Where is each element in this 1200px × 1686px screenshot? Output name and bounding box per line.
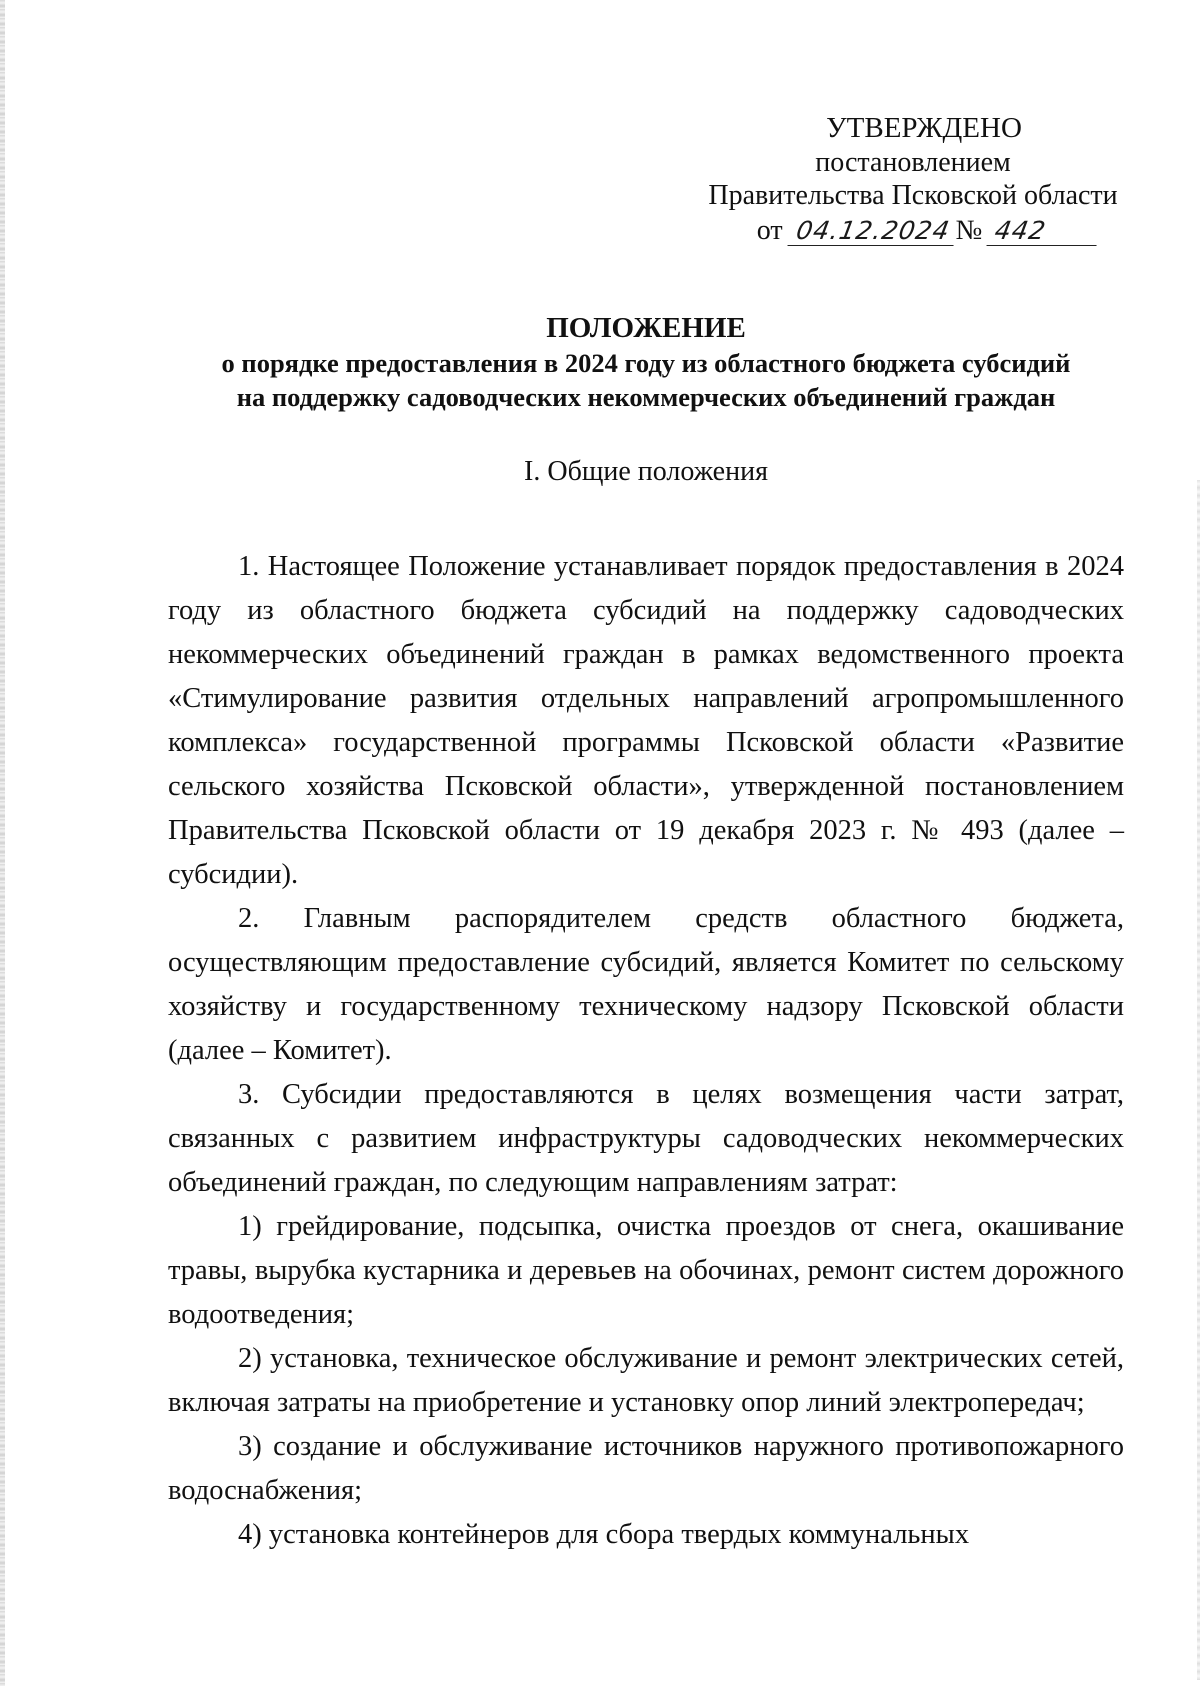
date-prefix: от bbox=[756, 215, 783, 246]
list-item-1: 1) грейдирование, подсыпка, очистка проездов от снега, окашивание травы, вырубка кустарника и деревьев на обочинах, ремонт систем дорожного водоотведения; bbox=[168, 1211, 1124, 1330]
approval-line-1: постановлением bbox=[815, 147, 1011, 178]
list-item-4: 4) установка контейнеров для сбора твердых коммунальных bbox=[238, 1519, 970, 1550]
approval-stamp-block bbox=[703, 110, 1123, 247]
document-subtitle-line-2: на поддержку садоводческих некоммерческих объединений граждан bbox=[236, 382, 1056, 412]
paragraph-2: 2. Главным распорядителем средств областного бюджета, осуществляющим предоставление субсидий, является Комитет по сельскому хозяйству и государственному техническому надзору Псковской области (далее – Комитет). bbox=[168, 903, 1124, 1066]
list-item-2: 2) установка, техническое обслуживание и ремонт электрических сетей, включая затраты на приобретение и установку опор линий электропередач; bbox=[168, 1343, 1124, 1418]
scan-edge-left bbox=[0, 0, 5, 1686]
paragraph-3: 3. Субсидии предоставляются в целях возмещения части затрат, связанных с развитием инфраструктуры садоводческих некоммерческих объединений граждан, по следующим направлениям затрат: bbox=[168, 1079, 1124, 1198]
paragraph-1: 1. Настоящее Положение устанавливает порядок предоставления в 2024 году из областного бюджета субсидий на поддержку садоводческих некоммерческих объединений граждан в рамках ведомственного проекта «Стимулирование развития отдельных направлений агропромышленного комплекса» государственной программы Псковской области «Развитие сельского хозяйства Псковской области», утвержденной постановлением Правительства Псковской области от 19 декабря 2023 г. № 493 (далее – субсидии). bbox=[168, 551, 1124, 890]
approval-date-row bbox=[733, 214, 1123, 247]
document-title-block bbox=[168, 310, 1124, 414]
approval-line-2: Правительства Псковской области bbox=[708, 180, 1118, 211]
document-body bbox=[168, 545, 1124, 1557]
list-item-3: 3) создание и обслуживание источников наружного противопожарного водоснабжения; bbox=[168, 1431, 1124, 1506]
approval-title: УТВЕРЖДЕНО bbox=[826, 112, 1022, 144]
document-title: ПОЛОЖЕНИЕ bbox=[546, 312, 746, 344]
handwritten-number: 442 bbox=[987, 217, 1102, 246]
number-sign: № bbox=[955, 215, 983, 246]
document-subtitle-line-1: о порядке предоставления в 2024 году из областного бюджета субсидий bbox=[221, 348, 1071, 378]
section-heading: I. Общие положения bbox=[524, 456, 768, 487]
handwritten-date: 04.12.2024 bbox=[787, 217, 958, 246]
